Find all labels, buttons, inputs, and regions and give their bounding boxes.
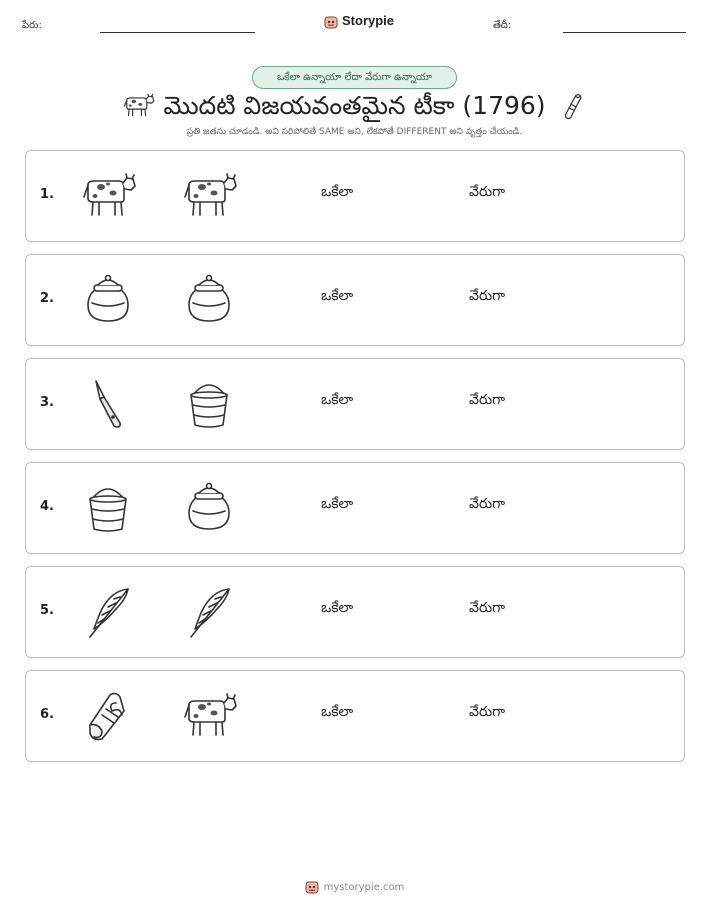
storypie-logo-icon	[305, 880, 319, 894]
same-option[interactable]: ఒకేలా	[321, 184, 354, 200]
brand-name: Storypie	[342, 13, 395, 28]
storypie-logo-icon	[324, 14, 338, 28]
same-option[interactable]: ఒకేలా	[321, 496, 354, 512]
footer-url[interactable]: mystorypie.com	[323, 881, 405, 893]
row-number: 5.	[40, 603, 54, 618]
footer	[0, 880, 709, 894]
different-option[interactable]: వేరుగా	[469, 496, 505, 512]
exercise-row-5	[25, 566, 685, 658]
row-number: 1.	[40, 187, 54, 202]
pot-icon	[181, 273, 237, 327]
pot-icon	[181, 481, 237, 535]
feather-icon	[181, 585, 237, 639]
different-option[interactable]: వేరుగా	[469, 704, 505, 720]
row-number: 6.	[40, 707, 54, 722]
bucket-icon	[80, 481, 136, 535]
row-number: 4.	[40, 499, 54, 514]
row-number: 2.	[40, 291, 54, 306]
same-option[interactable]: ఒకేలా	[321, 288, 354, 304]
instructions: ప్రతి జతను చూడండి. అవి సరిపోలితే SAME అని, లేకపోతే DIFFERENT అని వృత్తం చేయండి.	[186, 127, 523, 137]
different-option[interactable]: వేరుగా	[469, 392, 505, 408]
name-line[interactable]	[100, 32, 255, 33]
date-line[interactable]	[563, 32, 686, 33]
same-option[interactable]: ఒకేలా	[321, 392, 354, 408]
row-number: 3.	[40, 395, 54, 410]
same-option[interactable]: ఒకేలా	[321, 600, 354, 616]
scroll-icon	[80, 689, 136, 743]
feather-icon	[80, 585, 136, 639]
pot-icon	[80, 273, 136, 327]
different-option[interactable]: వేరుగా	[469, 600, 505, 616]
brand	[324, 13, 394, 28]
same-option[interactable]: ఒకేలా	[321, 704, 354, 720]
exercise-row-3	[25, 358, 685, 450]
name-label: పేరు:	[22, 20, 42, 31]
scroll-icon	[560, 91, 584, 121]
exercise-row-1	[25, 150, 685, 242]
cow-icon	[181, 169, 237, 223]
exercise-row-6	[25, 670, 685, 762]
cow-icon	[80, 169, 136, 223]
date-label: తేదీ:	[493, 20, 512, 31]
knife-icon	[80, 377, 136, 431]
worksheet-type-badge: ఒకేలా ఉన్నాయా లేదా వేరుగా ఉన్నాయా	[252, 66, 457, 89]
different-option[interactable]: వేరుగా	[469, 288, 505, 304]
cow-icon	[181, 689, 237, 743]
exercise-row-2	[25, 254, 685, 346]
page-title: మొదటి విజయవంతమైన టీకా (1796)	[163, 91, 546, 120]
bucket-icon	[181, 377, 237, 431]
exercise-row-4	[25, 462, 685, 554]
different-option[interactable]: వేరుగా	[469, 184, 505, 200]
